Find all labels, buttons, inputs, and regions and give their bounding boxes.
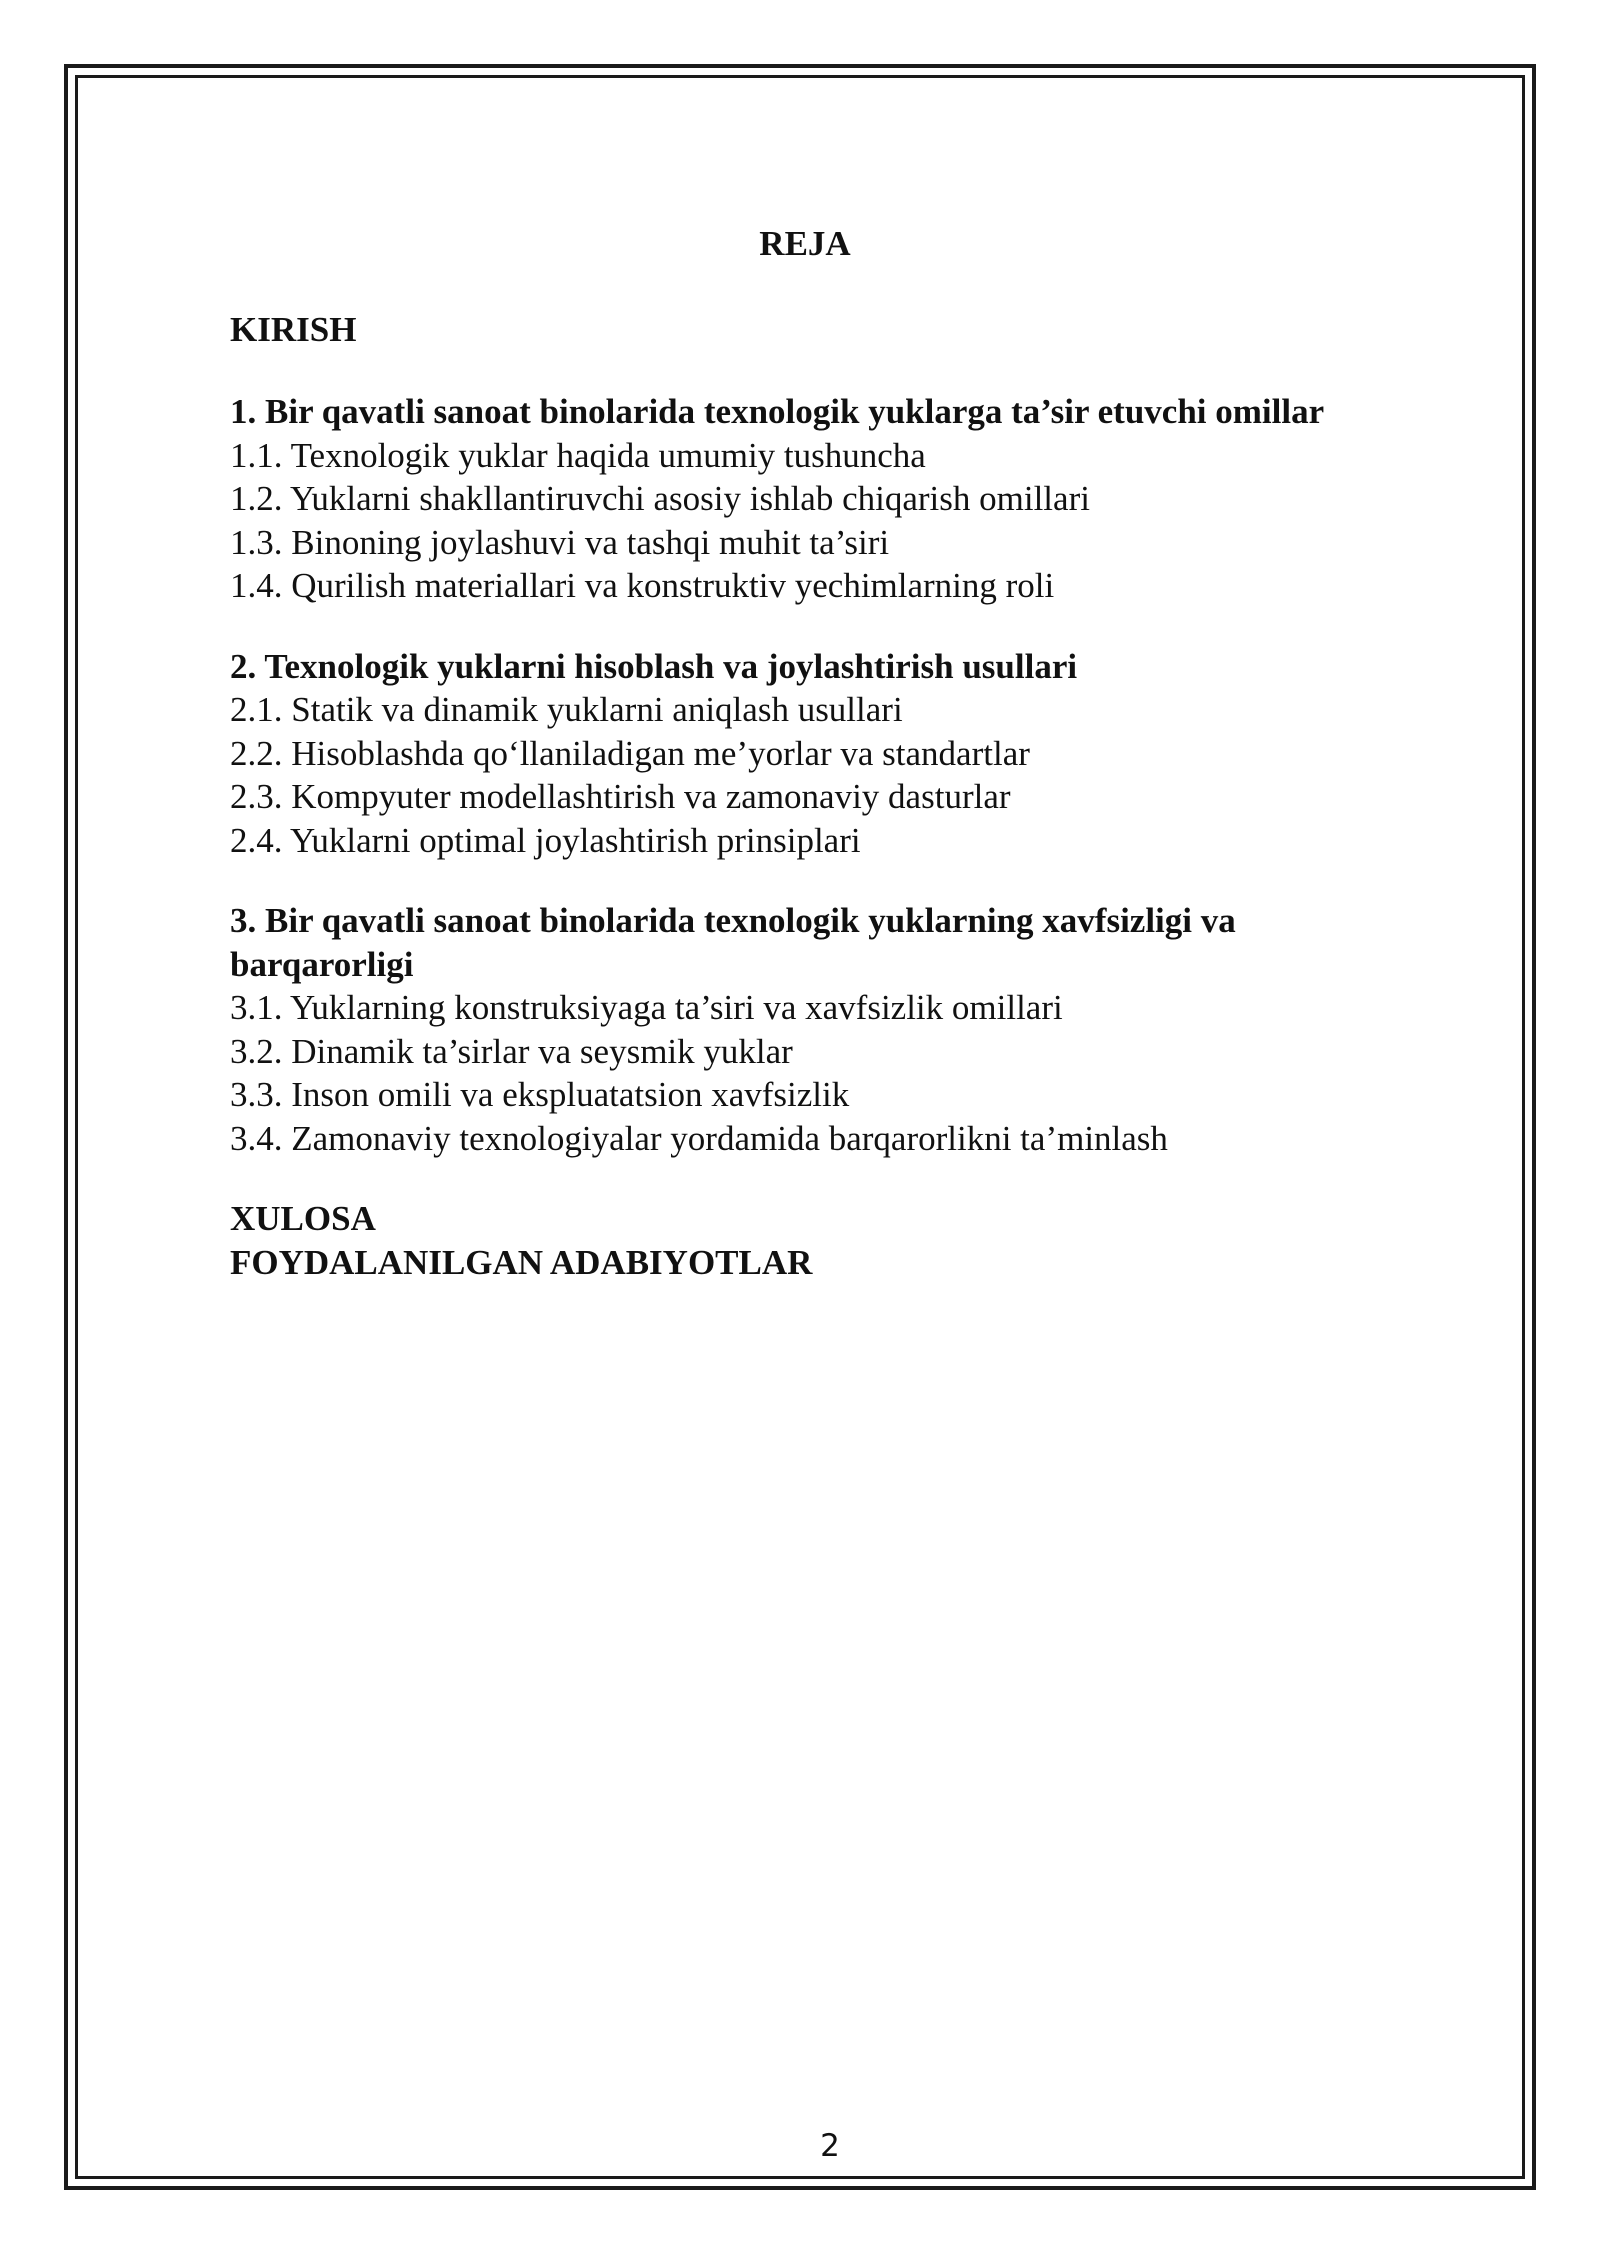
- references-heading: FOYDALANILGAN ADABIYOTLAR: [230, 1242, 813, 1282]
- list-item: 3.3. Inson omili va ekspluatatsion xavfsizlik: [230, 1075, 850, 1114]
- section-1: [230, 390, 1430, 608]
- list-item: 3.1. Yuklarning konstruksiyaga ta’siri va xavfsizlik omillari: [230, 988, 1063, 1027]
- section-heading: 2. Texnologik yuklarni hisoblash va joylashtirish usullari: [230, 646, 1078, 686]
- section-2: [230, 645, 1430, 863]
- section-heading: 3. Bir qavatli sanoat binolarida texnologik yuklarning xavfsizligi va barqarorligi: [230, 901, 1236, 984]
- section-heading: 1. Bir qavatli sanoat binolarida texnologik yuklarga ta’sir etuvchi omillar: [230, 392, 1325, 431]
- list-item: 2.4. Yuklarni optimal joylashtirish prinsiplari: [230, 820, 861, 860]
- page-title: REJA: [759, 224, 851, 263]
- section-3: [230, 899, 1430, 1160]
- list-item: 2.3. Kompyuter modellashtirish va zamonaviy dasturlar: [230, 777, 1011, 816]
- list-item: 2.2. Hisoblashda qo‘llaniladigan me’yorlar va standartlar: [230, 733, 1030, 773]
- list-item: 1.3. Binoning joylashuvi va tashqi muhit ta’siri: [230, 522, 890, 562]
- table-of-contents: [230, 222, 1430, 1284]
- list-item: 1.2. Yuklarni shakllantiruvchi asosiy ishlab chiqarish omillari: [230, 479, 1090, 518]
- list-item: 1.4. Qurilish materiallari va konstruktiv yechimlarning roli: [230, 566, 1055, 605]
- conclusion-heading: XULOSA: [230, 1199, 376, 1238]
- page-number: 2: [820, 2128, 840, 2164]
- intro-heading: KIRISH: [230, 310, 357, 349]
- list-item: 2.1. Statik va dinamik yuklarni aniqlash usullari: [230, 690, 903, 729]
- list-item: 3.4. Zamonaviy texnologiyalar yordamida barqarorlikni ta’minlash: [230, 1118, 1168, 1158]
- list-item: 3.2. Dinamik ta’sirlar va seysmik yuklar: [230, 1031, 793, 1071]
- list-item: 1.1. Texnologik yuklar haqida umumiy tushuncha: [230, 435, 926, 475]
